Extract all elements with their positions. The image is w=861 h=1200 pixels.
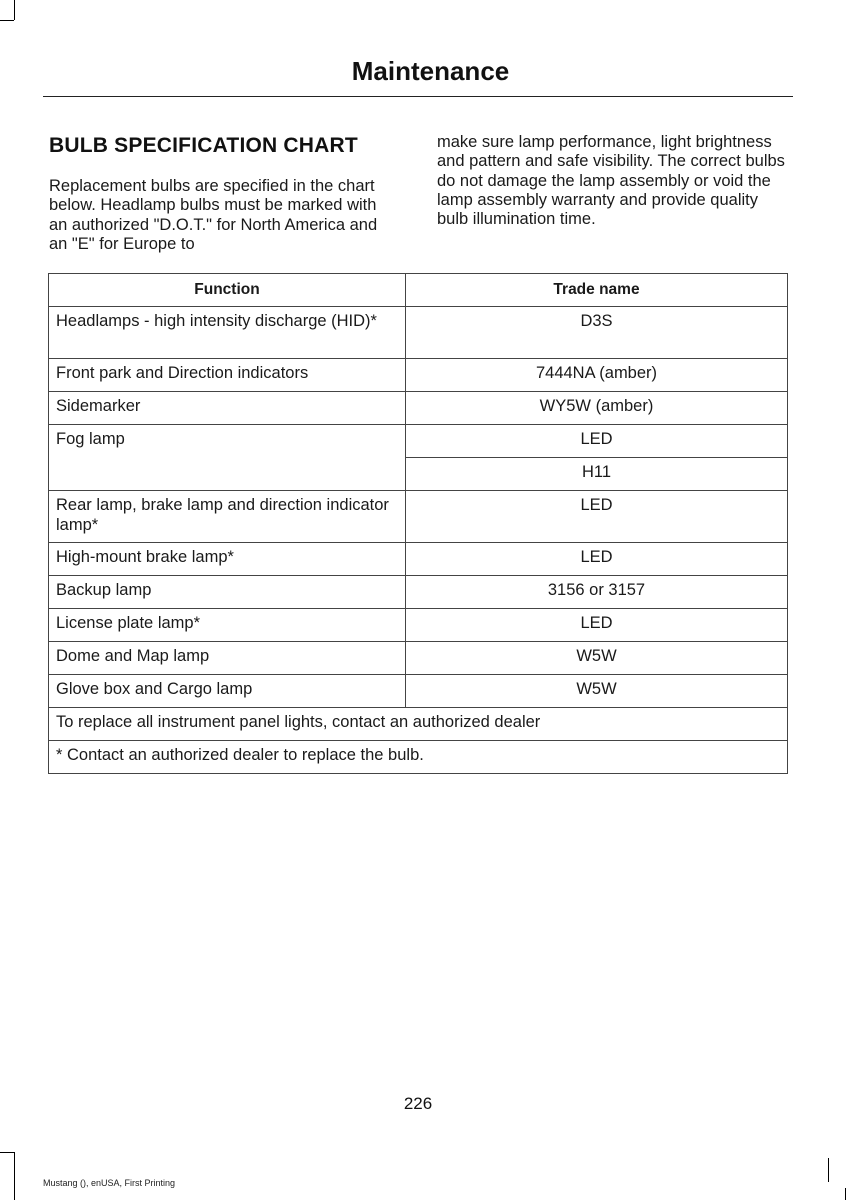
function-cell: Rear lamp, brake lamp and direction indicator lamp* <box>49 491 406 543</box>
trade-name-cell: 7444NA (amber) <box>406 359 788 392</box>
crop-mark-top-left <box>14 0 15 20</box>
bulb-specification-table <box>48 273 788 774</box>
table-row <box>49 392 788 425</box>
table-note-row <box>49 708 788 741</box>
trade-name-cell: W5W <box>406 642 788 675</box>
function-cell: Front park and Direction indicators <box>49 359 406 392</box>
function-cell: License plate lamp* <box>49 609 406 642</box>
page-number: 226 <box>403 1094 433 1113</box>
intro-paragraph-left: Replacement bulbs are specified in the chart below. Headlamp bulbs must be marked with an authorized "D.O.T." for North America and an "E" for Europe to <box>49 177 378 253</box>
function-cell: Fog lamp <box>49 425 406 491</box>
table-row <box>49 543 788 576</box>
trade-name-cell: LED <box>406 491 788 543</box>
function-cell: High-mount brake lamp* <box>49 543 406 576</box>
function-cell: Headlamps - high intensity discharge (HID)* <box>49 307 406 359</box>
table-row <box>49 359 788 392</box>
crop-mark-bottom-left-h <box>0 1152 14 1153</box>
table-row <box>49 609 788 642</box>
table-row <box>49 576 788 609</box>
crop-mark-bottom-right <box>828 1158 829 1182</box>
table-row <box>49 425 788 458</box>
instrument-panel-note: To replace all instrument panel lights, contact an authorized dealer <box>49 708 788 741</box>
trade-name-cell: LED <box>406 425 788 458</box>
header-rule <box>43 96 793 97</box>
trade-name-cell: 3156 or 3157 <box>406 576 788 609</box>
trade-name-cell: LED <box>406 609 788 642</box>
column-header-trade-name: Trade name <box>406 274 788 307</box>
table-row <box>49 307 788 359</box>
section-title: BULB SPECIFICATION CHART <box>49 134 358 157</box>
table-row <box>49 491 788 543</box>
table-row <box>49 642 788 675</box>
crop-mark-bottom-right-2 <box>845 1188 846 1200</box>
table-header-row <box>49 274 788 307</box>
intro-paragraph-right: make sure lamp performance, light brightness and pattern and safe visibility. The correct bulbs do not damage the lamp assembly or void the lamp assembly warranty and provide quality bulb illumination time. <box>437 133 785 229</box>
function-cell: Glove box and Cargo lamp <box>49 675 406 708</box>
crop-mark-bottom-left <box>14 1152 15 1200</box>
function-cell: Sidemarker <box>49 392 406 425</box>
function-cell: Dome and Map lamp <box>49 642 406 675</box>
function-cell: Backup lamp <box>49 576 406 609</box>
trade-name-cell: H11 <box>406 458 788 491</box>
print-info: Mustang (), enUSA, First Printing <box>43 1178 176 1188</box>
page-header-title: Maintenance <box>351 56 510 86</box>
trade-name-cell: D3S <box>406 307 788 359</box>
crop-mark-top-left-h <box>0 20 14 21</box>
trade-name-cell: LED <box>406 543 788 576</box>
table-note-row <box>49 741 788 774</box>
column-header-function: Function <box>49 274 406 307</box>
table-row <box>49 675 788 708</box>
dealer-footnote: * Contact an authorized dealer to replace the bulb. <box>49 741 788 774</box>
trade-name-cell: W5W <box>406 675 788 708</box>
trade-name-cell: WY5W (amber) <box>406 392 788 425</box>
